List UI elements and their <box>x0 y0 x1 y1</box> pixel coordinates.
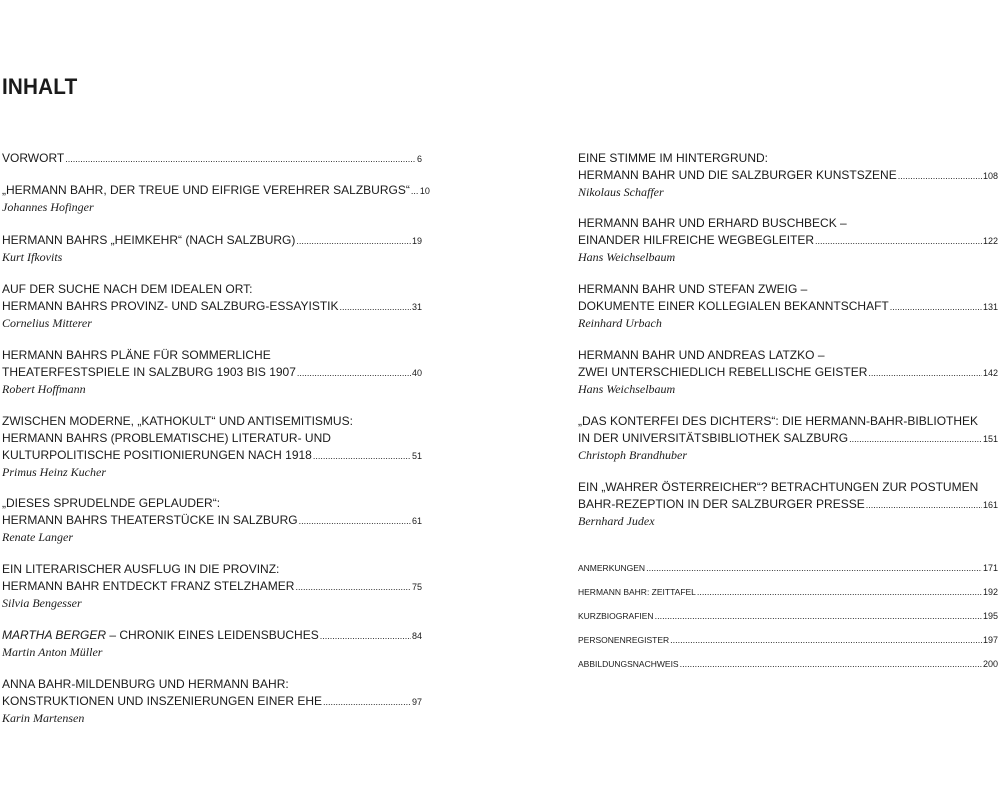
dot-leader <box>849 431 982 448</box>
toc-entry-title: „DIESES SPRUDELNDE GEPLAUDER“: <box>2 496 221 510</box>
appendix-label: KURZBIOGRAFIEN <box>578 611 654 621</box>
dot-leader <box>680 658 982 670</box>
page-number: 122 <box>982 236 998 246</box>
dot-leader <box>320 628 411 645</box>
page-number: 200 <box>982 659 998 669</box>
dot-leader <box>646 562 982 574</box>
toc-entry-title-line <box>578 150 998 167</box>
toc-entry-title-line <box>2 364 422 381</box>
toc-entry-title: KULTURPOLITISCHE POSITIONIERUNGEN NACH 1918 <box>2 448 312 462</box>
toc-entry-title: MARTHA BERGER – CHRONIK EINES LEIDENSBUCHES <box>2 628 319 642</box>
toc-entry-title: EIN LITERARISCHER AUSFLUG IN DIE PROVINZ: <box>2 562 280 576</box>
dot-leader <box>655 610 982 622</box>
toc-entry-author: Hans Weichselbaum <box>578 382 676 396</box>
page-number: 6 <box>416 154 422 164</box>
dot-leader <box>296 233 411 250</box>
toc-entry-author: Renate Langer <box>2 530 73 544</box>
toc-entry-title-line <box>578 215 998 232</box>
toc-entry-title-line <box>2 232 422 249</box>
dot-leader <box>313 448 411 465</box>
toc-entry-title-line <box>578 496 998 513</box>
toc-entry-title-line <box>2 347 422 364</box>
page-number: 19 <box>411 236 422 246</box>
toc-entry-author: Martin Anton Müller <box>2 645 103 659</box>
toc-entry-title-line <box>2 693 422 710</box>
page-number: 131 <box>982 302 998 312</box>
toc-entry-title: HERMANN BAHR ENTDECKT FRANZ STELZHAMER <box>2 579 295 593</box>
page-number: 75 <box>411 582 422 592</box>
toc-entry-author: Hans Weichselbaum <box>578 250 676 264</box>
toc-entry-title-line <box>578 347 998 364</box>
dot-leader <box>670 634 982 646</box>
toc-entry-title-line <box>578 298 998 315</box>
appendix-entry <box>578 658 998 670</box>
toc-entry <box>578 281 998 331</box>
toc-entry-title: HERMANN BAHRS (PROBLEMATISCHE) LITERATUR- UND <box>2 431 331 445</box>
toc-entry-author: Kurt Ifkovits <box>2 250 63 264</box>
toc-entry-author: Silvia Bengesser <box>2 596 82 610</box>
appendix-line <box>578 658 998 670</box>
toc-entry-title: HERMANN BAHRS THEATERSTÜCKE IN SALZBURG <box>2 513 298 527</box>
page-number: 97 <box>411 697 422 707</box>
toc-entry-title-line <box>2 182 430 199</box>
dot-leader <box>898 168 982 185</box>
appendix-entry <box>578 634 998 646</box>
page-number: 61 <box>411 516 422 526</box>
toc-entry <box>2 281 422 331</box>
toc-entry-title-line <box>2 298 422 315</box>
toc-entry-title-line <box>2 495 422 512</box>
page-number: 142 <box>982 368 998 378</box>
toc-entry-title: THEATERFESTSPIELE IN SALZBURG 1903 BIS 1907 <box>2 365 296 379</box>
toc-entry-title: DOKUMENTE EINER KOLLEGIALEN BEKANNTSCHAFT <box>578 299 889 313</box>
toc-entry-title: ZWISCHEN MODERNE, „KATHOKULT“ UND ANTISEMITISMUS: <box>2 414 353 428</box>
toc-entry-title-line <box>2 150 422 167</box>
toc-entry-title-line <box>2 561 422 578</box>
toc-entry <box>578 347 998 397</box>
appendix-line <box>578 586 998 598</box>
toc-entry <box>578 479 998 529</box>
toc-entry-title: HERMANN BAHR UND ERHARD BUSCHBECK – <box>578 216 847 230</box>
page-number: 40 <box>411 368 422 378</box>
page-number: 108 <box>982 171 998 181</box>
appendix-entry <box>578 562 998 574</box>
dot-leader <box>65 151 416 168</box>
toc-entry-title-line <box>2 281 422 298</box>
dot-leader <box>411 183 419 200</box>
toc-entry-title-line <box>578 364 998 381</box>
appendix-line <box>578 562 998 574</box>
toc-entry-title-line <box>2 578 422 595</box>
toc-entry-title: VORWORT <box>2 151 65 165</box>
appendix-line <box>578 634 998 646</box>
toc-entry-author: Reinhard Urbach <box>578 316 662 330</box>
toc-entry-author: Christoph Brandhuber <box>578 448 688 462</box>
page-number: 151 <box>982 434 998 444</box>
dot-leader <box>299 513 411 530</box>
toc-entry <box>2 561 422 611</box>
dot-leader <box>697 586 982 598</box>
toc-entry <box>2 413 422 480</box>
toc-entry-title-line <box>2 512 422 529</box>
toc-entry-author: Nikolaus Schaffer <box>578 185 664 199</box>
toc-entry-title-line <box>2 676 422 693</box>
toc-entry <box>2 182 430 215</box>
toc-entry-title: HERMANN BAHR UND ANDREAS LATZKO – <box>578 348 825 362</box>
appendix-label: HERMANN BAHR: ZEITTAFEL <box>578 587 696 597</box>
dot-leader <box>866 497 982 514</box>
toc-entry-title-line <box>2 413 422 430</box>
dot-leader <box>323 694 411 711</box>
toc-entry-title: HERMANN BAHRS „HEIMKEHR“ (NACH SALZBURG) <box>2 233 296 247</box>
toc-entry-title: EINE STIMME IM HINTERGRUND: <box>578 151 769 165</box>
toc-entry-title-line <box>2 430 422 447</box>
toc-entry-title: ANNA BAHR-MILDENBURG UND HERMANN BAHR: <box>2 677 289 691</box>
appendix-entry <box>578 610 998 622</box>
dot-leader <box>890 299 982 316</box>
toc-entry-title-line <box>578 413 998 430</box>
toc-entry-title: HERMANN BAHRS PROVINZ- UND SALZBURG-ESSAYISTIK <box>2 299 339 313</box>
toc-entry-title: „DAS KONTERFEI DES DICHTERS“: DIE HERMANN-BAHR-BIBLIOTHEK <box>578 414 979 428</box>
appendix-entry <box>578 586 998 598</box>
appendix-label: ANMERKUNGEN <box>578 563 646 573</box>
toc-entry-title: EINANDER HILFREICHE WEGBEGLEITER <box>578 233 815 247</box>
toc-entry-title: HERMANN BAHR UND DIE SALZBURGER KUNSTSZENE <box>578 168 897 182</box>
appendix-label: ABBILDUNGSNACHWEIS <box>578 659 679 669</box>
dot-leader <box>868 365 982 382</box>
toc-entry <box>2 150 422 167</box>
page-number: 195 <box>982 611 998 621</box>
page-number: 161 <box>982 500 998 510</box>
page-number: 10 <box>419 186 430 196</box>
toc-entry-title-line <box>2 447 422 464</box>
toc-entry <box>2 495 422 545</box>
page-title: INHALT <box>2 74 78 99</box>
toc-entry-title: KONSTRUKTIONEN UND INSZENIERUNGEN EINER EHE <box>2 694 323 708</box>
toc-entry-title-line <box>578 479 998 496</box>
toc-entry-author: Robert Hoffmann <box>2 382 86 396</box>
page-number: 171 <box>982 563 998 573</box>
toc-entry-title: IN DER UNIVERSITÄTSBIBLIOTHEK SALZBURG <box>578 431 849 445</box>
dot-leader <box>340 299 411 316</box>
toc-entry-title: EIN „WAHRER ÖSTERREICHER“? BETRACHTUNGEN ZUR POSTUMEN <box>578 480 979 494</box>
toc-entry <box>578 215 998 265</box>
toc-entry <box>2 232 422 265</box>
toc-entry <box>578 150 998 200</box>
toc-entry-author: Karin Martensen <box>2 711 85 725</box>
toc-entry-title: „HERMANN BAHR, DER TREUE UND EIFRIGE VEREHRER SALZBURGS“ <box>2 183 410 197</box>
page-number: 192 <box>982 587 998 597</box>
toc-entry-title: AUF DER SUCHE NACH DEM IDEALEN ORT: <box>2 282 253 296</box>
dot-leader <box>815 233 982 250</box>
toc-entry-title: HERMANN BAHRS PLÄNE FÜR SOMMERLICHE <box>2 348 271 362</box>
toc-entry <box>2 627 422 660</box>
toc-entry <box>2 347 422 397</box>
toc-entry-author: Bernhard Judex <box>578 514 655 528</box>
toc-entry-author: Primus Heinz Kucher <box>2 465 106 479</box>
dot-leader <box>297 365 411 382</box>
page-number: 51 <box>411 451 422 461</box>
toc-entry-title-line <box>578 281 998 298</box>
toc-entry-title: BAHR-REZEPTION IN DER SALZBURGER PRESSE <box>578 497 865 511</box>
appendix-label: PERSONENREGISTER <box>578 635 670 645</box>
toc-entry-title: HERMANN BAHR UND STEFAN ZWEIG – <box>578 282 808 296</box>
toc-entry-title-line <box>2 627 422 644</box>
toc-entry-author: Cornelius Mitterer <box>2 316 92 330</box>
toc-entry <box>578 413 998 463</box>
toc-entry-title-line <box>578 430 998 447</box>
toc-entry-author: Johannes Hofinger <box>2 200 94 214</box>
toc-entry-title-line <box>578 232 998 249</box>
page-number: 197 <box>982 635 998 645</box>
page-number: 84 <box>411 631 422 641</box>
toc-entry-title-line <box>578 167 998 184</box>
appendix-line <box>578 610 998 622</box>
toc-entry <box>2 676 422 726</box>
toc-entry-title: ZWEI UNTERSCHIEDLICH REBELLISCHE GEISTER <box>578 365 868 379</box>
page-number: 31 <box>411 302 422 312</box>
dot-leader <box>295 579 411 596</box>
